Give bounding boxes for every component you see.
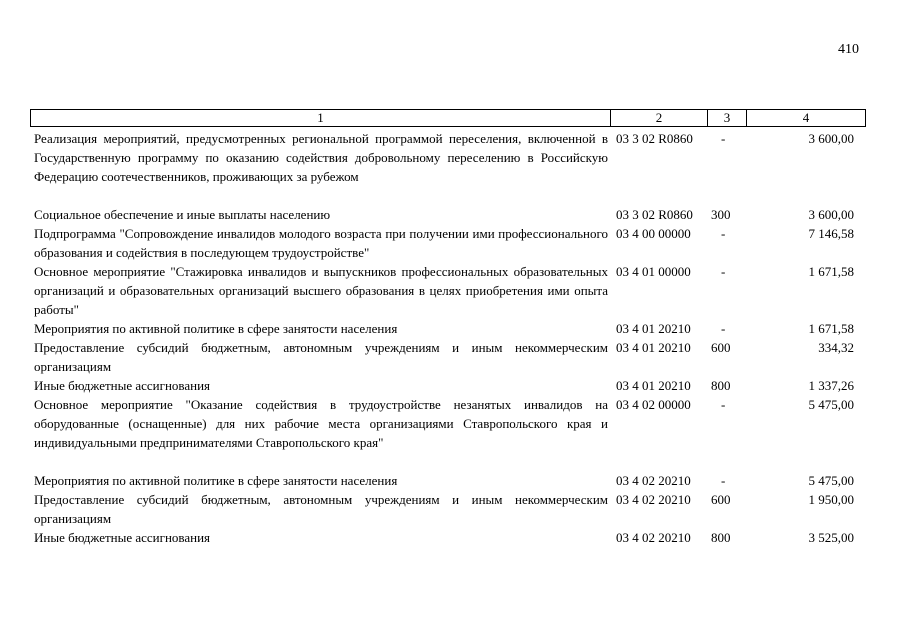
row-amount: 1 950,00: [808, 492, 854, 507]
row-code: 03 4 01 20210: [616, 340, 691, 355]
row-kind: 600: [711, 340, 731, 355]
row-spacer: [34, 186, 864, 205]
row-amount: 5 475,00: [808, 473, 854, 488]
row-code: 03 4 02 20210: [616, 473, 691, 488]
row-code: 03 4 01 20210: [616, 378, 691, 393]
table-row: [34, 338, 864, 376]
row-amount: 7 146,58: [808, 226, 854, 241]
row-name: Подпрограмма "Сопровождение инвалидов молодого возраста при получении ими профессионального образования и содействия в последующем трудоустройстве": [34, 226, 608, 260]
row-name: Иные бюджетные ассигнования: [34, 378, 211, 393]
row-code: 03 4 02 20210: [616, 530, 691, 545]
row-amount: 3 525,00: [808, 530, 854, 545]
row-name: Мероприятия по активной политике в сфере занятости населения: [34, 321, 398, 336]
table-row: [34, 129, 864, 186]
table-row: [34, 319, 864, 338]
row-name: Основное мероприятие "Оказание содействия в трудоустройстве незанятых инвалидов на оборудованные (оснащенные) для них рабочие места организациями Ставропольского края и индивидуальными предпринимателями Ставропольского края": [34, 397, 608, 450]
row-code: 03 4 02 00000: [616, 397, 691, 412]
budget-table-body: [34, 129, 864, 547]
row-amount: 1 337,26: [808, 378, 854, 393]
page-number: 410: [838, 42, 859, 57]
row-kind: 800: [711, 378, 731, 393]
table-row: [34, 376, 864, 395]
row-kind: -: [721, 473, 726, 488]
row-kind: -: [721, 131, 726, 146]
row-name: Основное мероприятие "Стажировка инвалидов и выпускников профессиональных образовательных организаций и образовательных организаций высшего образования в целях приобретения ими опыта работы": [34, 264, 608, 317]
row-kind: -: [721, 321, 726, 336]
row-code: 03 4 01 20210: [616, 321, 691, 336]
row-name: Мероприятия по активной политике в сфере занятости населения: [34, 473, 398, 488]
column-header-3: 3: [708, 110, 747, 126]
row-code: 03 3 02 R0860: [616, 207, 693, 222]
row-kind: 800: [711, 530, 731, 545]
column-header-4: 4: [802, 110, 810, 125]
table-row: [34, 224, 864, 262]
row-code: 03 4 01 00000: [616, 264, 691, 279]
row-name: Социальное обеспечение и иные выплаты населению: [34, 207, 331, 222]
row-kind: 600: [711, 492, 731, 507]
row-name: Предоставление субсидий бюджетным, автономным учреждениям и иным некоммерческим организациям: [34, 340, 608, 374]
row-amount: 1 671,58: [808, 264, 854, 279]
row-name: Реализация мероприятий, предусмотренных региональной программой переселения, включенной в Государственную программу по оказанию содействия добровольному переселению в Российскую Федерацию соотечественников, проживающих за рубежом: [34, 131, 608, 184]
row-name: Иные бюджетные ассигнования: [34, 530, 211, 545]
row-name: Предоставление субсидий бюджетным, автономным учреждениям и иным некоммерческим организациям: [34, 492, 608, 526]
row-amount: 1 671,58: [808, 321, 854, 336]
table-row: [34, 205, 864, 224]
table-row: [34, 395, 864, 452]
row-amount: 334,32: [818, 340, 854, 355]
row-amount: 3 600,00: [808, 207, 854, 222]
table-row: [34, 528, 864, 547]
row-kind: 300: [711, 207, 731, 222]
column-header-2: 2: [611, 110, 708, 126]
table-header: [30, 109, 866, 127]
row-amount: 3 600,00: [808, 131, 854, 146]
table-row: [34, 471, 864, 490]
row-code: 03 4 00 00000: [616, 226, 691, 241]
row-code: 03 3 02 R0860: [616, 131, 693, 146]
row-kind: -: [721, 264, 726, 279]
row-amount: 5 475,00: [808, 397, 854, 412]
column-header-1: 1: [31, 110, 611, 126]
row-kind: -: [721, 397, 726, 412]
row-kind: -: [721, 226, 726, 241]
row-spacer: [34, 452, 864, 471]
row-code: 03 4 02 20210: [616, 492, 691, 507]
table-row: [34, 262, 864, 319]
table-row: [34, 490, 864, 528]
